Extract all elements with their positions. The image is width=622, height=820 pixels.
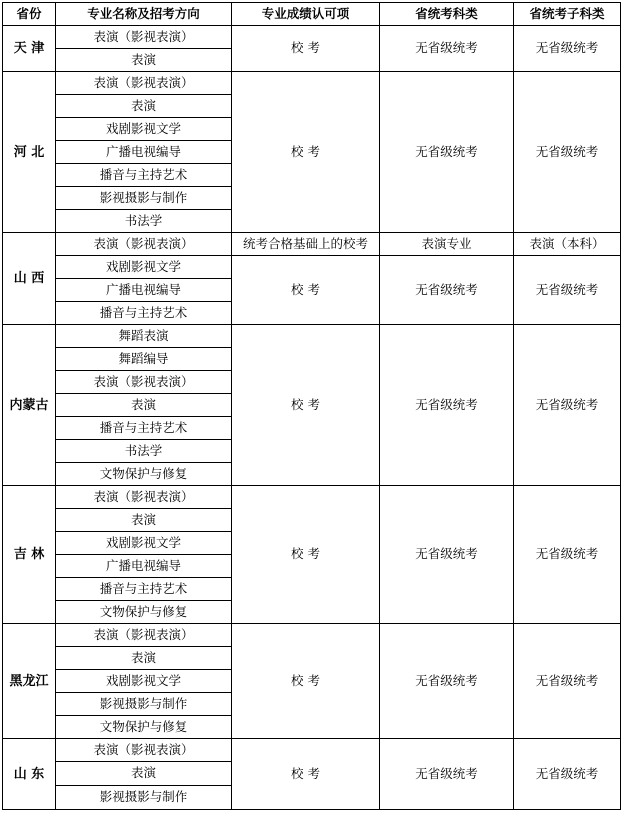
recognition-cell: 校 考 <box>232 325 380 486</box>
major-cell: 戏剧影视文学 <box>56 532 232 555</box>
header-subject: 省统考科类 <box>380 3 514 26</box>
subject-cell: 无省级统考 <box>380 739 514 810</box>
major-cell: 书法学 <box>56 210 232 233</box>
header-major: 专业名称及招考方向 <box>56 3 232 26</box>
major-cell: 表演 <box>56 647 232 670</box>
subject-cell: 无省级统考 <box>380 325 514 486</box>
major-cell: 戏剧影视文学 <box>56 118 232 141</box>
major-cell: 播音与主持艺术 <box>56 578 232 601</box>
major-cell: 文物保护与修复 <box>56 601 232 624</box>
subject-cell: 无省级统考 <box>380 72 514 233</box>
province-cell: 吉 林 <box>3 486 56 624</box>
subject-cell: 表演专业 <box>380 233 514 256</box>
major-cell: 表演 <box>56 762 232 786</box>
sub-subject-cell: 无省级统考 <box>514 26 621 72</box>
recognition-cell: 校 考 <box>232 486 380 624</box>
table-row <box>3 739 621 762</box>
major-cell: 影视摄影与制作 <box>56 693 232 716</box>
province-cell: 山 东 <box>3 739 56 810</box>
major-cell: 戏剧影视文学 <box>56 256 232 279</box>
major-cell: 表演 <box>56 394 232 417</box>
table-row <box>3 72 621 95</box>
sub-subject-cell: 无省级统考 <box>514 72 621 233</box>
major-cell: 表演（影视表演） <box>56 233 232 256</box>
major-cell: 广播电视编导 <box>56 279 232 302</box>
table-row <box>3 233 621 256</box>
sub-subject-cell: 无省级统考 <box>514 739 621 810</box>
major-cell: 舞蹈编导 <box>56 348 232 371</box>
province-cell: 黑龙江 <box>3 624 56 739</box>
recognition-cell: 校 考 <box>232 26 380 72</box>
sub-subject-cell: 无省级统考 <box>514 486 621 624</box>
subject-cell: 无省级统考 <box>380 26 514 72</box>
major-cell: 表演 <box>56 95 232 118</box>
major-cell: 表演（影视表演） <box>56 26 232 49</box>
major-cell: 戏剧影视文学 <box>56 670 232 693</box>
major-cell: 影视摄影与制作 <box>56 786 232 810</box>
major-cell: 表演 <box>56 49 232 72</box>
header-row <box>3 3 621 26</box>
admission-table <box>2 2 621 810</box>
major-cell: 文物保护与修复 <box>56 463 232 486</box>
major-cell: 表演（影视表演） <box>56 371 232 394</box>
sub-subject-cell: 无省级统考 <box>514 624 621 739</box>
recognition-cell: 校 考 <box>232 739 380 810</box>
province-cell: 内蒙古 <box>3 325 56 486</box>
province-cell: 山 西 <box>3 233 56 325</box>
recognition-cell: 校 考 <box>232 624 380 739</box>
major-cell: 书法学 <box>56 440 232 463</box>
major-cell: 广播电视编导 <box>56 141 232 164</box>
header-recognition: 专业成绩认可项 <box>232 3 380 26</box>
sub-subject-cell: 表演（本科） <box>514 233 621 256</box>
province-cell: 河 北 <box>3 72 56 233</box>
major-cell: 表演 <box>56 509 232 532</box>
subject-cell: 无省级统考 <box>380 486 514 624</box>
major-cell: 播音与主持艺术 <box>56 302 232 325</box>
header-sub-subject: 省统考子科类 <box>514 3 621 26</box>
table-row <box>3 486 621 509</box>
table-row <box>3 325 621 348</box>
table-row <box>3 624 621 647</box>
major-cell: 表演（影视表演） <box>56 486 232 509</box>
major-cell: 表演（影视表演） <box>56 72 232 95</box>
table-body <box>3 26 621 810</box>
major-cell: 舞蹈表演 <box>56 325 232 348</box>
major-cell: 广播电视编导 <box>56 555 232 578</box>
sub-subject-cell: 无省级统考 <box>514 325 621 486</box>
recognition-cell: 校 考 <box>232 256 380 325</box>
table-row <box>3 256 621 279</box>
subject-cell: 无省级统考 <box>380 256 514 325</box>
sub-subject-cell: 无省级统考 <box>514 256 621 325</box>
header-province: 省份 <box>3 3 56 26</box>
recognition-cell: 校 考 <box>232 72 380 233</box>
subject-cell: 无省级统考 <box>380 624 514 739</box>
major-cell: 影视摄影与制作 <box>56 187 232 210</box>
table-row <box>3 26 621 49</box>
major-cell: 播音与主持艺术 <box>56 417 232 440</box>
major-cell: 表演（影视表演） <box>56 624 232 647</box>
recognition-cell: 统考合格基础上的校考 <box>232 233 380 256</box>
major-cell: 文物保护与修复 <box>56 716 232 739</box>
major-cell: 播音与主持艺术 <box>56 164 232 187</box>
province-cell: 天 津 <box>3 26 56 72</box>
major-cell: 表演（影视表演） <box>56 739 232 762</box>
